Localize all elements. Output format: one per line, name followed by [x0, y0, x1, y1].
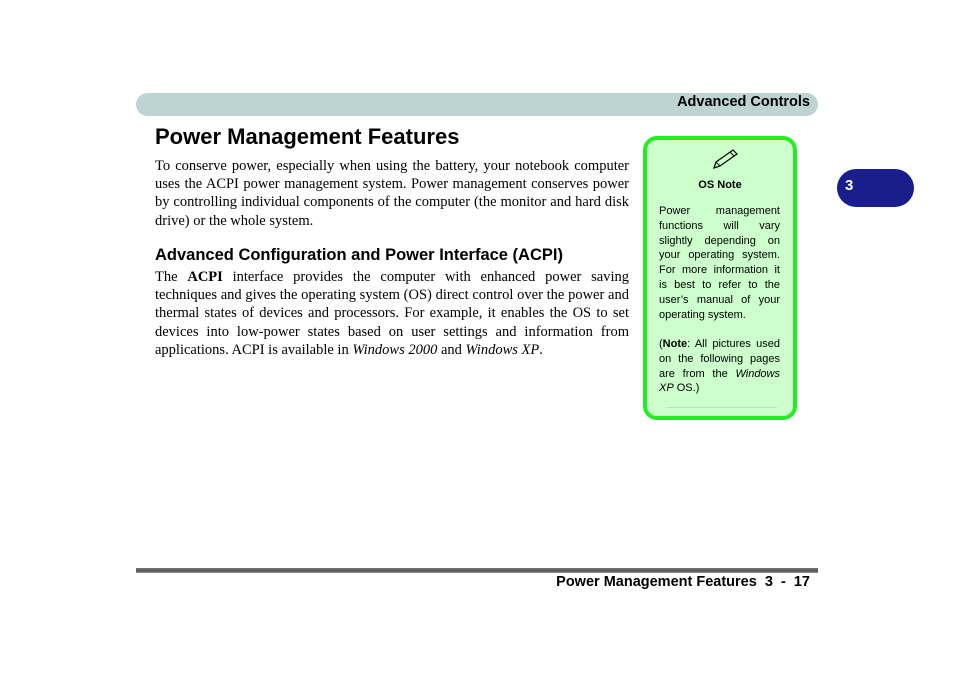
acpi-term: ACPI [187, 269, 223, 285]
intro-paragraph: To conserve power, especially when using the battery, your notebook computer uses the ACPI power management system. Power management conserves power by controlling individual components of the computer (the monitor and hard disk drive) or the whole system. [155, 158, 629, 229]
pencil-icon [711, 148, 739, 170]
section-title: Advanced Configuration and Power Interface (ACPI) [155, 246, 563, 264]
note-label: Note [662, 338, 688, 350]
header-bar [136, 93, 818, 116]
note-os-name: Windows XP [659, 367, 780, 395]
note-text: Power management functions will vary slightly depending on your operating system. For more information it is best to refer to the user’s manual of your operating system. [659, 205, 780, 321]
os-note-box [643, 136, 797, 420]
os-name-xp: Windows XP [465, 341, 540, 358]
footer-rule [136, 568, 818, 573]
acpi-paragraph: The ACPI interface provides the computer with enhanced power saving techniques and gives the operating system (OS) direct control over the power and thermal states of devices and processors. For example, it enables the OS to set devices into low-power states based on user settings and information from applications. ACPI is available in Windows 2000 and Windows XP. [155, 269, 630, 358]
note-text-pictures: (Note: All pictures used on the following pages are from the Windows XP OS.) [659, 338, 780, 395]
note-title: OS Note [698, 179, 742, 191]
page-title: Power Management Features [155, 124, 460, 149]
chapter-tab[interactable] [837, 169, 914, 207]
chapter-number: 3 [845, 177, 854, 194]
note-divider [667, 407, 777, 408]
header-title: Advanced Controls [677, 94, 810, 110]
os-name-2000: Windows 2000 [352, 341, 438, 358]
footer-page-label: Power Management Features 3 - 17 [556, 574, 810, 590]
